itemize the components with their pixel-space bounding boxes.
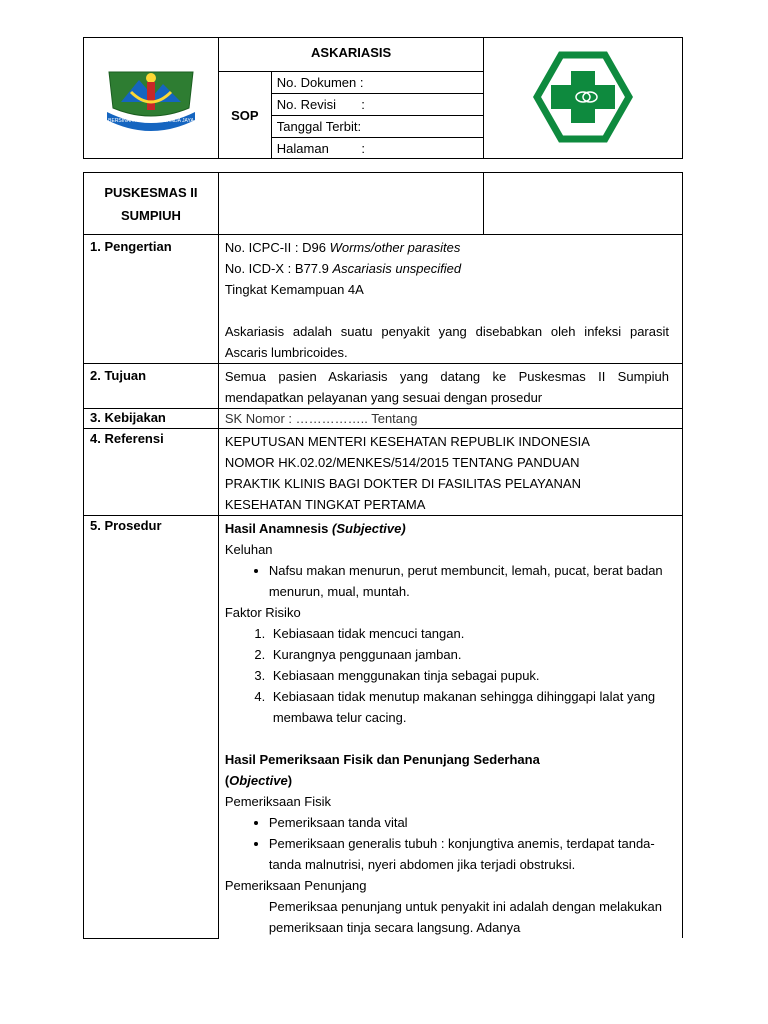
meta-no-dokumen: No. Dokumen :	[271, 72, 484, 94]
district-emblem-icon	[101, 62, 201, 132]
list-item: 1. Kebiasaan tidak mencuci tangan.	[269, 623, 669, 644]
keluhan-label: Keluhan	[224, 542, 273, 557]
section-content-pengertian	[218, 235, 682, 364]
icpc-code: No. ICPC-II : D96	[224, 240, 330, 255]
meta-halaman: Halaman :	[271, 138, 484, 159]
sop-label: SOP	[218, 72, 271, 159]
anamnesis-title-text: Hasil Anamnesis	[224, 521, 333, 536]
objective-title: Hasil Pemeriksaan Fisik dan Penunjang Sederhana	[224, 752, 540, 767]
health-cross-logo-icon	[533, 51, 633, 143]
referensi-line: KESEHATAN TINGKAT PERTAMA	[224, 497, 426, 512]
org-blank-cell-right	[484, 173, 683, 235]
org-name-line2: SUMPIUH	[120, 207, 181, 223]
objective-italic: Objective	[229, 773, 288, 788]
penunjang-label: Pemeriksaan Penunjang	[224, 878, 367, 893]
section-content-prosedur	[218, 516, 682, 939]
referensi-line: KEPUTUSAN MENTERI KESEHATAN REPUBLIK INDONESIA	[224, 434, 590, 449]
org-name-cell	[84, 173, 219, 235]
faktor-label: Faktor Risiko	[224, 605, 301, 620]
list-item: • Nafsu makan menurun, perut membuncit, lemah, pucat, berat badan menurun, mual, muntah.	[269, 560, 669, 602]
list-item: • Pemeriksaan tanda vital	[269, 812, 669, 833]
objective-subtitle	[225, 770, 669, 791]
faktor-list	[225, 623, 669, 728]
org-blank-cell	[218, 173, 484, 235]
anamnesis-title	[225, 518, 669, 539]
org-name-line1: PUSKESMAS II	[104, 184, 198, 200]
keluhan-list	[225, 560, 669, 602]
icd-code: No. ICD-X : B77.9	[224, 261, 333, 276]
referensi-line: NOMOR HK.02.02/MENKES/514/2015 TENTANG PANDUAN	[224, 455, 580, 470]
objective-open: (	[224, 773, 230, 788]
meta-no-revisi: No. Revisi :	[271, 94, 484, 116]
section-label-referensi: 4. Referensi	[84, 429, 219, 516]
fisik-label: Pemeriksaan Fisik	[224, 794, 332, 809]
section-label-prosedur: 5. Prosedur	[84, 516, 219, 939]
icd-desc: Ascariasis unspecified	[332, 261, 462, 276]
list-item: • Pemeriksaan generalis tubuh : konjungtiva anemis, terdapat tanda-tanda malnutrisi, nyeri abdomen jika terjadi obstruksi.	[269, 833, 669, 875]
icpc-line	[225, 237, 669, 258]
icd-line	[225, 258, 669, 279]
right-logo-cell	[484, 38, 683, 159]
objective-close: )	[287, 773, 293, 788]
header-table	[83, 37, 683, 159]
referensi-line: PRAKTIK KLINIS BAGI DOKTER DI FASILITAS PELAYANAN	[224, 476, 581, 491]
content-table	[83, 172, 683, 939]
section-label-pengertian: 1. Pengertian	[84, 235, 219, 364]
meta-tanggal-terbit: Tanggal Terbit:	[271, 116, 484, 138]
anamnesis-title-italic: (Subjective)	[332, 521, 406, 536]
section-content-referensi	[218, 429, 682, 516]
section-label-kebijakan: 3. Kebijakan	[84, 409, 219, 429]
left-logo-cell	[84, 38, 219, 159]
doc-title: ASKARIASIS	[218, 38, 483, 72]
definisi-text: Askariasis adalah suatu penyakit yang disebabkan oleh infeksi parasit Ascaris lumbricoides.	[224, 324, 669, 360]
left-logo-text: BERSINAR KANG WIRASANDA JAYA	[108, 117, 194, 124]
penunjang-text: Pemeriksaa penunjang untuk penyakit ini adalah dengan melakukan pemeriksaan tinja secara langsung. Adanya	[268, 899, 662, 935]
list-item: 2. Kurangnya penggunaan jamban.	[269, 644, 669, 665]
section-content-kebijakan: SK Nomor : …………….. Tentang	[218, 409, 682, 429]
fisik-list	[225, 812, 669, 875]
icpc-desc: Worms/other parasites	[329, 240, 461, 255]
list-item: 4. Kebiasaan tidak menutup makanan sehingga dihinggapi lalat yang membawa telur cacing.	[269, 686, 669, 728]
list-item: 3. Kebiasaan menggunakan tinja sebagai pupuk.	[269, 665, 669, 686]
section-label-tujuan: 2. Tujuan	[84, 364, 219, 409]
kemampuan-line: Tingkat Kemampuan 4A	[224, 282, 364, 297]
section-content-tujuan: Semua pasien Askariasis yang datang ke Puskesmas II Sumpiuh mendapatkan pelayanan yang sesuai dengan prosedur	[218, 364, 682, 409]
